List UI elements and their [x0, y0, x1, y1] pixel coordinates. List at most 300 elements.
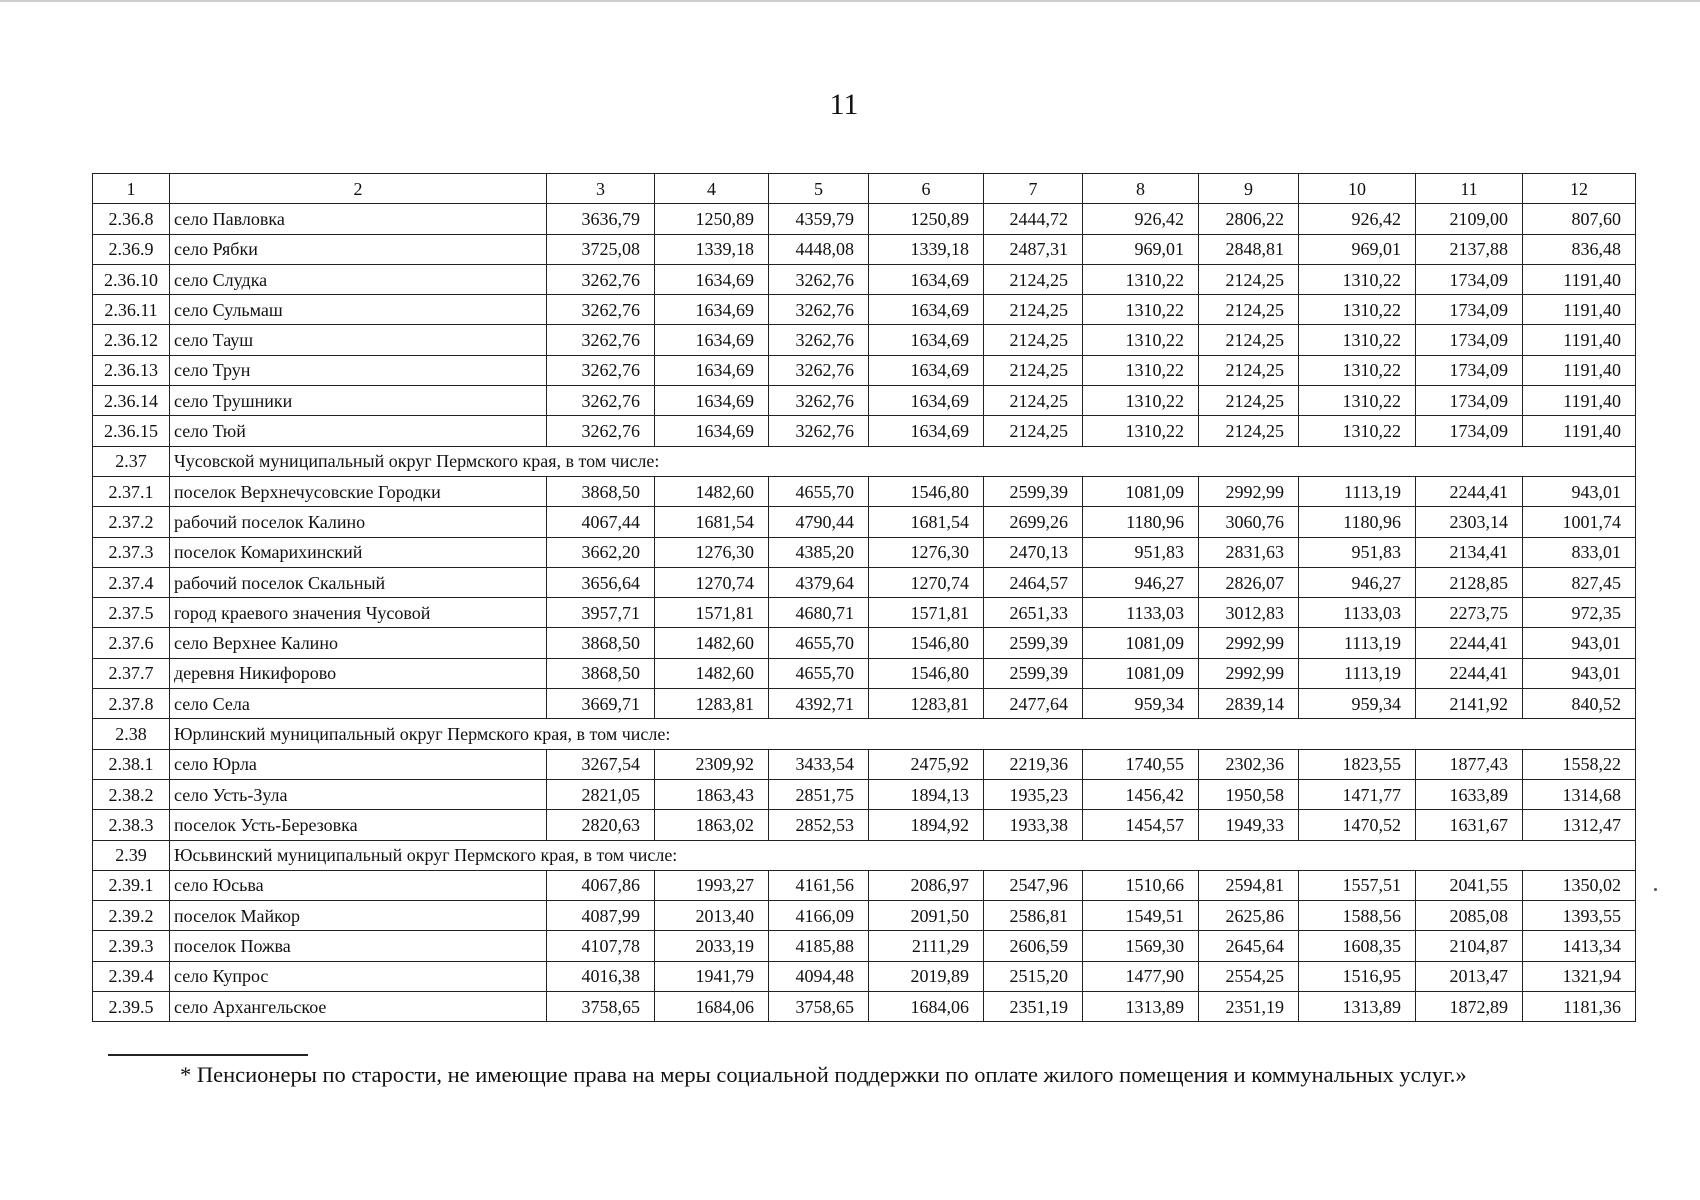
value-cell: 2244,41 [1416, 658, 1523, 688]
value-cell: 1310,22 [1299, 386, 1416, 416]
value-cell: 2599,39 [984, 628, 1083, 658]
value-cell: 2219,36 [984, 749, 1083, 779]
column-number-header [93, 174, 1636, 204]
value-cell: 1313,89 [1083, 992, 1199, 1022]
value-cell: 946,27 [1299, 567, 1416, 597]
value-cell: 1310,22 [1083, 325, 1199, 355]
value-cell: 943,01 [1523, 628, 1636, 658]
value-cell: 1276,30 [869, 537, 984, 567]
value-cell: 3957,71 [547, 598, 655, 628]
row-code: 2.36.13 [93, 355, 170, 385]
value-cell: 2992,99 [1199, 628, 1299, 658]
row-code: 2.39 [93, 840, 170, 870]
value-cell: 2085,08 [1416, 901, 1523, 931]
value-cell: 1634,69 [655, 386, 769, 416]
row-code: 2.39.4 [93, 961, 170, 991]
value-cell: 1950,58 [1199, 779, 1299, 809]
value-cell: 1634,69 [655, 264, 769, 294]
header-cell: 9 [1199, 174, 1299, 204]
value-cell: 1470,52 [1299, 810, 1416, 840]
row-code: 2.38.2 [93, 779, 170, 809]
header-cell: 6 [869, 174, 984, 204]
value-cell: 2806,22 [1199, 204, 1299, 234]
value-cell: 1181,36 [1523, 992, 1636, 1022]
value-cell: 2134,41 [1416, 537, 1523, 567]
row-code: 2.39.1 [93, 870, 170, 900]
value-cell: 1734,09 [1416, 416, 1523, 446]
value-cell: 1313,89 [1299, 992, 1416, 1022]
value-cell: 1310,22 [1299, 325, 1416, 355]
value-cell: 2470,13 [984, 537, 1083, 567]
group-row [93, 840, 1636, 870]
group-row [93, 446, 1636, 476]
group-title: Юрлинский муниципальный округ Пермского края, в том числе: [170, 719, 1636, 749]
settlement-name: рабочий поселок Скальный [170, 567, 547, 597]
value-cell: 4087,99 [547, 901, 655, 931]
settlement-name: село Сульмаш [170, 295, 547, 325]
value-cell: 1571,81 [655, 598, 769, 628]
value-cell: 1894,13 [869, 779, 984, 809]
value-cell: 1482,60 [655, 658, 769, 688]
value-cell: 1081,09 [1083, 628, 1199, 658]
row-code: 2.36.10 [93, 264, 170, 294]
value-cell: 1321,94 [1523, 961, 1636, 991]
value-cell: 2625,86 [1199, 901, 1299, 931]
value-cell: 1941,79 [655, 961, 769, 991]
row-code: 2.37.5 [93, 598, 170, 628]
row-code: 2.37.7 [93, 658, 170, 688]
value-cell: 2851,75 [769, 779, 869, 809]
settlement-name: город краевого значения Чусовой [170, 598, 547, 628]
table-row [93, 749, 1636, 779]
value-cell: 1734,09 [1416, 295, 1523, 325]
value-cell: 1634,69 [655, 325, 769, 355]
value-cell: 1734,09 [1416, 264, 1523, 294]
settlement-name: село Тауш [170, 325, 547, 355]
value-cell: 2444,72 [984, 204, 1083, 234]
table-row [93, 325, 1636, 355]
table-row [93, 476, 1636, 506]
value-cell: 1546,80 [869, 476, 984, 506]
value-cell: 1339,18 [869, 234, 984, 264]
value-cell: 969,01 [1083, 234, 1199, 264]
value-cell: 2244,41 [1416, 476, 1523, 506]
header-cell: 10 [1299, 174, 1416, 204]
value-cell: 1734,09 [1416, 325, 1523, 355]
group-title: Юсьвинский муниципальный округ Пермского края, в том числе: [170, 840, 1636, 870]
value-cell: 2992,99 [1199, 658, 1299, 688]
value-cell: 833,01 [1523, 537, 1636, 567]
row-code: 2.37 [93, 446, 170, 476]
tariff-table [92, 173, 1636, 1022]
value-cell: 1634,69 [869, 416, 984, 446]
value-cell: 2594,81 [1199, 870, 1299, 900]
value-cell: 3868,50 [547, 628, 655, 658]
value-cell: 926,42 [1299, 204, 1416, 234]
value-cell: 2109,00 [1416, 204, 1523, 234]
header-cell: 1 [93, 174, 170, 204]
value-cell: 2124,25 [984, 295, 1083, 325]
row-code: 2.36.15 [93, 416, 170, 446]
row-code: 2.37.4 [93, 567, 170, 597]
value-cell: 1471,77 [1299, 779, 1416, 809]
value-cell: 2599,39 [984, 658, 1083, 688]
value-cell: 1608,35 [1299, 931, 1416, 961]
value-cell: 1314,68 [1523, 779, 1636, 809]
settlement-name: село Села [170, 689, 547, 719]
table-row [93, 234, 1636, 264]
value-cell: 4161,56 [769, 870, 869, 900]
value-cell: 2831,63 [1199, 537, 1299, 567]
value-cell: 3262,76 [547, 325, 655, 355]
value-cell: 1557,51 [1299, 870, 1416, 900]
value-cell: 3262,76 [547, 295, 655, 325]
row-code: 2.37.3 [93, 537, 170, 567]
value-cell: 1872,89 [1416, 992, 1523, 1022]
value-cell: 1310,22 [1299, 295, 1416, 325]
value-cell: 2124,25 [984, 416, 1083, 446]
value-cell: 4067,86 [547, 870, 655, 900]
value-cell: 3868,50 [547, 476, 655, 506]
value-cell: 1634,69 [869, 355, 984, 385]
row-code: 2.36.14 [93, 386, 170, 416]
value-cell: 2137,88 [1416, 234, 1523, 264]
value-cell: 1949,33 [1199, 810, 1299, 840]
table-row [93, 992, 1636, 1022]
table-row [93, 689, 1636, 719]
value-cell: 1310,22 [1083, 355, 1199, 385]
value-cell: 1634,69 [655, 295, 769, 325]
value-cell: 1310,22 [1299, 264, 1416, 294]
footnote: * Пенсионеры по старости, не имеющие права на меры социальной поддержки по оплате жилого помещения и коммунальных услуг.» [180, 1062, 1467, 1087]
value-cell: 946,27 [1083, 567, 1199, 597]
value-cell: 2351,19 [1199, 992, 1299, 1022]
value-cell: 1312,47 [1523, 810, 1636, 840]
header-cell: 12 [1523, 174, 1636, 204]
value-cell: 3868,50 [547, 658, 655, 688]
table-row [93, 810, 1636, 840]
settlement-name: поселок Пожва [170, 931, 547, 961]
value-cell: 1191,40 [1523, 386, 1636, 416]
value-cell: 2124,25 [984, 386, 1083, 416]
header-cell: 11 [1416, 174, 1523, 204]
table-row [93, 931, 1636, 961]
row-code: 2.38.1 [93, 749, 170, 779]
settlement-name: село Трушники [170, 386, 547, 416]
value-cell: 1546,80 [869, 658, 984, 688]
value-cell: 2599,39 [984, 476, 1083, 506]
table-row [93, 628, 1636, 658]
value-cell: 1180,96 [1299, 507, 1416, 537]
settlement-name: село Павловка [170, 204, 547, 234]
value-cell: 2124,25 [1199, 355, 1299, 385]
value-cell: 2554,25 [1199, 961, 1299, 991]
value-cell: 3267,54 [547, 749, 655, 779]
row-code: 2.39.5 [93, 992, 170, 1022]
row-code: 2.39.3 [93, 931, 170, 961]
value-cell: 1413,34 [1523, 931, 1636, 961]
value-cell: 951,83 [1299, 537, 1416, 567]
value-cell: 1339,18 [655, 234, 769, 264]
value-cell: 1113,19 [1299, 658, 1416, 688]
settlement-name: село Трун [170, 355, 547, 385]
value-cell: 2515,20 [984, 961, 1083, 991]
header-cell: 5 [769, 174, 869, 204]
value-cell: 1001,74 [1523, 507, 1636, 537]
value-cell: 4655,70 [769, 628, 869, 658]
value-cell: 2033,19 [655, 931, 769, 961]
table-row [93, 598, 1636, 628]
settlement-name: село Верхнее Калино [170, 628, 547, 658]
value-cell: 1133,03 [1083, 598, 1199, 628]
value-cell: 3262,76 [769, 355, 869, 385]
value-cell: 4790,44 [769, 507, 869, 537]
value-cell: 2111,29 [869, 931, 984, 961]
value-cell: 1113,19 [1299, 476, 1416, 506]
value-cell: 2302,36 [1199, 749, 1299, 779]
table-body [93, 174, 1636, 1022]
value-cell: 1482,60 [655, 476, 769, 506]
value-cell: 3262,76 [769, 386, 869, 416]
table-row [93, 386, 1636, 416]
row-code: 2.37.2 [93, 507, 170, 537]
settlement-name: деревня Никифорово [170, 658, 547, 688]
value-cell: 2992,99 [1199, 476, 1299, 506]
value-cell: 2586,81 [984, 901, 1083, 931]
value-cell: 1310,22 [1299, 416, 1416, 446]
value-cell: 1456,42 [1083, 779, 1199, 809]
settlement-name: село Тюй [170, 416, 547, 446]
value-cell: 2699,26 [984, 507, 1083, 537]
value-cell: 1681,54 [655, 507, 769, 537]
value-cell: 1516,95 [1299, 961, 1416, 991]
value-cell: 3669,71 [547, 689, 655, 719]
value-cell: 2124,25 [1199, 325, 1299, 355]
value-cell: 1993,27 [655, 870, 769, 900]
group-title: Чусовской муниципальный округ Пермского края, в том числе: [170, 446, 1636, 476]
value-cell: 4385,20 [769, 537, 869, 567]
row-code: 2.36.8 [93, 204, 170, 234]
value-cell: 1081,09 [1083, 658, 1199, 688]
value-cell: 1823,55 [1299, 749, 1416, 779]
value-cell: 1549,51 [1083, 901, 1199, 931]
settlement-name: село Юсьва [170, 870, 547, 900]
value-cell: 1191,40 [1523, 355, 1636, 385]
settlement-name: село Слудка [170, 264, 547, 294]
value-cell: 1933,38 [984, 810, 1083, 840]
settlement-name: рабочий поселок Калино [170, 507, 547, 537]
value-cell: 969,01 [1299, 234, 1416, 264]
value-cell: 1276,30 [655, 537, 769, 567]
value-cell: 1133,03 [1299, 598, 1416, 628]
value-cell: 3012,83 [1199, 598, 1299, 628]
value-cell: 3262,76 [547, 355, 655, 385]
value-cell: 4359,79 [769, 204, 869, 234]
value-cell: 1250,89 [869, 204, 984, 234]
row-code: 2.39.2 [93, 901, 170, 931]
value-cell: 2645,64 [1199, 931, 1299, 961]
table-row [93, 870, 1636, 900]
value-cell: 1283,81 [655, 689, 769, 719]
value-cell: 1558,22 [1523, 749, 1636, 779]
value-cell: 2477,64 [984, 689, 1083, 719]
header-cell: 4 [655, 174, 769, 204]
value-cell: 943,01 [1523, 658, 1636, 688]
value-cell: 1546,80 [869, 628, 984, 658]
settlement-name: село Рябки [170, 234, 547, 264]
page-number: 11 [829, 88, 859, 121]
value-cell: 2475,92 [869, 749, 984, 779]
value-cell: 836,48 [1523, 234, 1636, 264]
value-cell: 2019,89 [869, 961, 984, 991]
table-row [93, 779, 1636, 809]
value-cell: 3758,65 [769, 992, 869, 1022]
value-cell: 2651,33 [984, 598, 1083, 628]
value-cell: 926,42 [1083, 204, 1199, 234]
value-cell: 4166,09 [769, 901, 869, 931]
table-row [93, 355, 1636, 385]
value-cell: 2124,25 [1199, 295, 1299, 325]
value-cell: 2104,87 [1416, 931, 1523, 961]
value-cell: 2124,25 [1199, 416, 1299, 446]
value-cell: 3433,54 [769, 749, 869, 779]
header-cell: 8 [1083, 174, 1199, 204]
value-cell: 4680,71 [769, 598, 869, 628]
value-cell: 4448,08 [769, 234, 869, 264]
value-cell: 959,34 [1083, 689, 1199, 719]
value-cell: 3262,76 [547, 386, 655, 416]
settlement-name: село Архангельское [170, 992, 547, 1022]
value-cell: 2826,07 [1199, 567, 1299, 597]
value-cell: 3725,08 [547, 234, 655, 264]
value-cell: 3262,76 [769, 325, 869, 355]
value-cell: 2351,19 [984, 992, 1083, 1022]
value-cell: 4107,78 [547, 931, 655, 961]
value-cell: 2821,05 [547, 779, 655, 809]
value-cell: 4067,44 [547, 507, 655, 537]
value-cell: 1393,55 [1523, 901, 1636, 931]
value-cell: 4379,64 [769, 567, 869, 597]
settlement-name: поселок Комарихинский [170, 537, 547, 567]
value-cell: 4094,48 [769, 961, 869, 991]
value-cell: 4655,70 [769, 476, 869, 506]
value-cell: 4655,70 [769, 658, 869, 688]
value-cell: 1310,22 [1083, 264, 1199, 294]
settlement-name: село Купрос [170, 961, 547, 991]
value-cell: 1863,02 [655, 810, 769, 840]
value-cell: 1877,43 [1416, 749, 1523, 779]
value-cell: 1510,66 [1083, 870, 1199, 900]
value-cell: 2309,92 [655, 749, 769, 779]
value-cell: 2487,31 [984, 234, 1083, 264]
value-cell: 2013,47 [1416, 961, 1523, 991]
settlement-name: село Юрла [170, 749, 547, 779]
table-row [93, 961, 1636, 991]
scan-speck [1654, 888, 1657, 891]
value-cell: 1191,40 [1523, 264, 1636, 294]
row-code: 2.36.11 [93, 295, 170, 325]
value-cell: 1571,81 [869, 598, 984, 628]
row-code: 2.36.12 [93, 325, 170, 355]
value-cell: 3262,76 [769, 416, 869, 446]
value-cell: 2141,92 [1416, 689, 1523, 719]
value-cell: 1350,02 [1523, 870, 1636, 900]
value-cell: 1734,09 [1416, 386, 1523, 416]
value-cell: 1310,22 [1083, 416, 1199, 446]
table-row [93, 507, 1636, 537]
value-cell: 827,45 [1523, 567, 1636, 597]
value-cell: 1310,22 [1299, 355, 1416, 385]
value-cell: 4185,88 [769, 931, 869, 961]
value-cell: 2547,96 [984, 870, 1083, 900]
value-cell: 2464,57 [984, 567, 1083, 597]
row-code: 2.37.8 [93, 689, 170, 719]
header-cell: 7 [984, 174, 1083, 204]
value-cell: 3662,20 [547, 537, 655, 567]
settlement-name: поселок Усть-Березовка [170, 810, 547, 840]
table-row [93, 416, 1636, 446]
value-cell: 1250,89 [655, 204, 769, 234]
value-cell: 2091,50 [869, 901, 984, 931]
value-cell: 1740,55 [1083, 749, 1199, 779]
value-cell: 1684,06 [655, 992, 769, 1022]
value-cell: 807,60 [1523, 204, 1636, 234]
table-row [93, 658, 1636, 688]
value-cell: 3262,76 [769, 295, 869, 325]
table-row [93, 264, 1636, 294]
value-cell: 1081,09 [1083, 476, 1199, 506]
value-cell: 951,83 [1083, 537, 1199, 567]
value-cell: 3758,65 [547, 992, 655, 1022]
value-cell: 1180,96 [1083, 507, 1199, 537]
table-row [93, 537, 1636, 567]
value-cell: 2244,41 [1416, 628, 1523, 658]
value-cell: 1191,40 [1523, 416, 1636, 446]
settlement-name: поселок Майкор [170, 901, 547, 931]
value-cell: 1935,23 [984, 779, 1083, 809]
value-cell: 2124,25 [1199, 386, 1299, 416]
value-cell: 3262,76 [769, 264, 869, 294]
value-cell: 1634,69 [655, 416, 769, 446]
table-row [93, 204, 1636, 234]
value-cell: 1863,43 [655, 779, 769, 809]
value-cell: 1634,69 [869, 386, 984, 416]
value-cell: 1310,22 [1083, 386, 1199, 416]
value-cell: 1482,60 [655, 628, 769, 658]
row-code: 2.37.6 [93, 628, 170, 658]
table-row [93, 567, 1636, 597]
group-row [93, 719, 1636, 749]
value-cell: 1631,67 [1416, 810, 1523, 840]
value-cell: 4016,38 [547, 961, 655, 991]
value-cell: 1681,54 [869, 507, 984, 537]
value-cell: 1113,19 [1299, 628, 1416, 658]
value-cell: 2128,85 [1416, 567, 1523, 597]
value-cell: 1634,69 [869, 264, 984, 294]
value-cell: 2848,81 [1199, 234, 1299, 264]
value-cell: 959,34 [1299, 689, 1416, 719]
value-cell: 2303,14 [1416, 507, 1523, 537]
value-cell: 2124,25 [984, 325, 1083, 355]
value-cell: 1634,69 [869, 295, 984, 325]
value-cell: 1477,90 [1083, 961, 1199, 991]
value-cell: 840,52 [1523, 689, 1636, 719]
value-cell: 3262,76 [547, 416, 655, 446]
value-cell: 2273,75 [1416, 598, 1523, 628]
value-cell: 1588,56 [1299, 901, 1416, 931]
value-cell: 2839,14 [1199, 689, 1299, 719]
value-cell: 1684,06 [869, 992, 984, 1022]
